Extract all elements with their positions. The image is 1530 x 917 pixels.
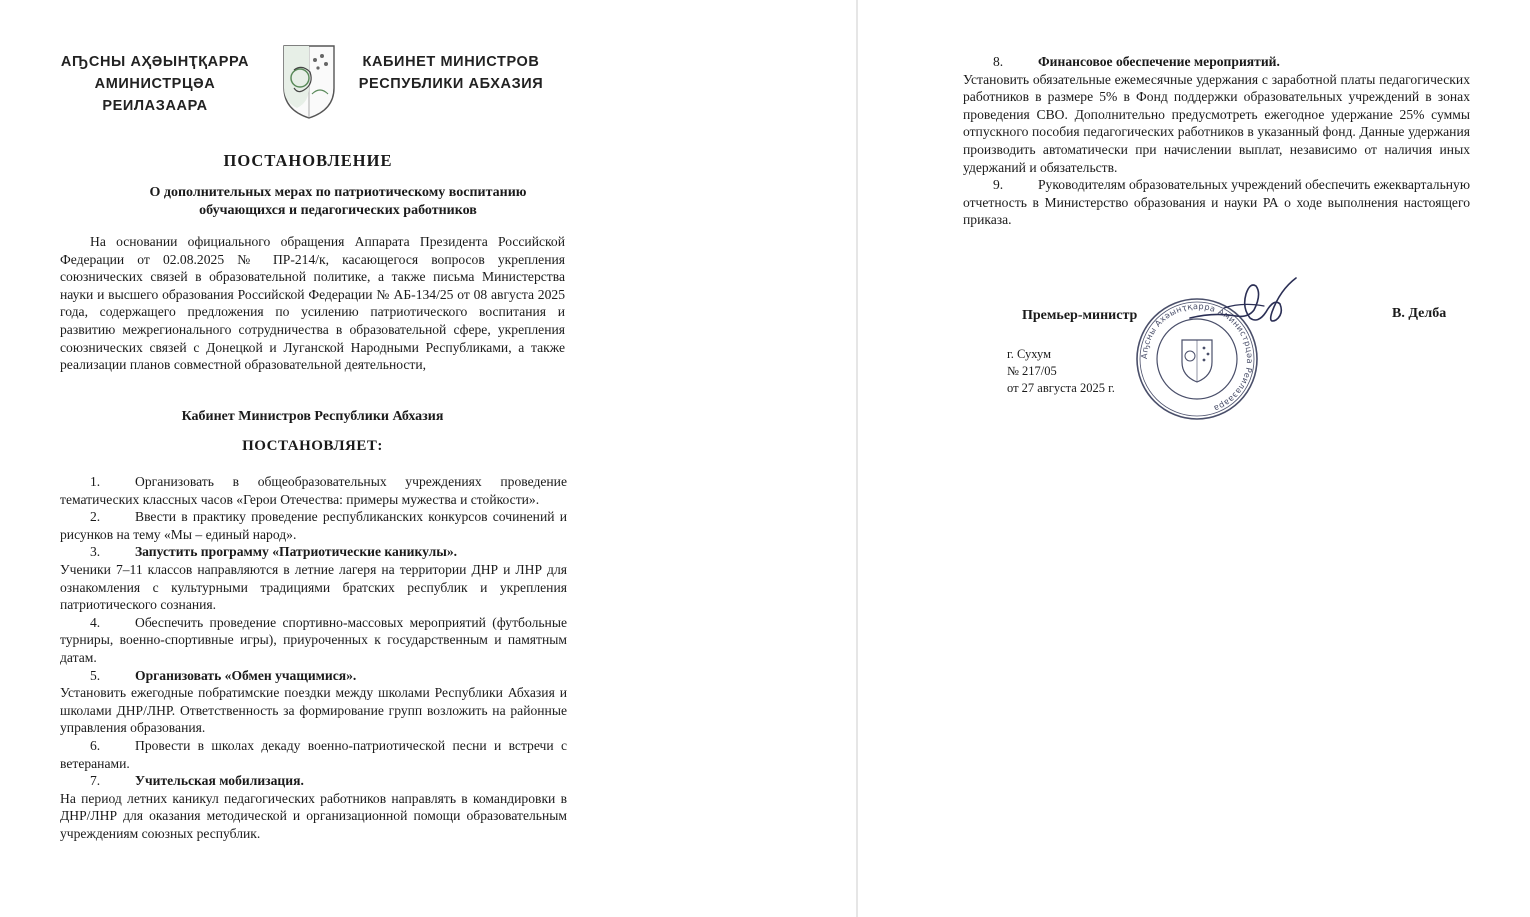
decree-item-number: 3. <box>90 544 101 560</box>
decree-item-number: 6. <box>90 737 101 753</box>
decree-items-list <box>60 473 567 842</box>
decree-item-number: 1. <box>90 474 101 489</box>
decree-item <box>60 543 567 613</box>
subject-line1: О дополнительных мерах по патриотическому воспитанию <box>149 185 527 200</box>
header-right-line1: КАБИНЕТ МИНИСТРОВ <box>362 54 540 70</box>
decree-item-number: 7. <box>90 773 101 789</box>
decree-item-line <box>963 176 1470 229</box>
decree-item-text: Ввести в практику проведение республиканских конкурсов сочинений и рисунков на тему «Мы – единый народ». <box>60 509 567 542</box>
decree-item-text: Провести в школах декаду военно-патриотической песни и встречи с ветеранами. <box>60 737 567 771</box>
decree-items-list-continued <box>963 53 1470 229</box>
decree-item-line <box>60 543 567 561</box>
decree-item-number: 5. <box>90 667 101 683</box>
decree-item <box>60 667 567 737</box>
decree-item <box>963 53 1470 176</box>
decree-item-text: Руководителям образовательных учреждений обеспечить ежеквартальную отчетность в Министерство образования и науки РА о ходе выполнения настоящего приказа. <box>963 177 1470 228</box>
decree-item-line <box>60 614 567 667</box>
decree-item-text: Организовать в общеобразовательных учреждениях проведение тематических классных часов «Герои Отечества: примеры мужества и стойкости». <box>60 474 567 507</box>
decree-item-number: 2. <box>90 509 101 525</box>
seal-text: Аҧсны Ахәынҭқарра Аминистрцәа Реилазаара <box>1138 300 1256 414</box>
issue-date: от 27 августа 2025 г. <box>1007 381 1115 395</box>
decree-item-heading: Учительская мобилизация. <box>135 773 304 789</box>
decree-item <box>60 508 567 543</box>
decree-item-text: Обеспечить проведение спортивно-массовых мероприятий (футбольные турниры, военно-спортивные игры), приуроченных к государственным и памятным датам. <box>60 614 567 665</box>
signatory-name: В. Делба <box>1392 306 1447 321</box>
decree-item <box>60 614 567 667</box>
decree-item-line <box>963 53 1470 71</box>
decree-item-line <box>60 473 567 508</box>
decree-item <box>60 473 567 508</box>
decree-item-heading: Финансовое обеспечение мероприятий. <box>1038 54 1280 69</box>
decree-item-number: 4. <box>90 614 101 630</box>
decree-item-line <box>60 737 567 772</box>
decree-item-line <box>60 508 567 543</box>
handwritten-signature-icon <box>1184 272 1314 334</box>
decree-item <box>963 176 1470 229</box>
abkhazia-emblem-icon <box>280 42 338 120</box>
header-right-block <box>354 51 548 95</box>
decree-item-body: Установить обязательные ежемесячные удержания с заработной платы педагогических работников в размере 5% в Фонд поддержки образовательных учреждений в зонах проведения СВО. Дополнительно предусмотреть ежегодное удержание 25% суммы отпускного пособия педагогических работников в указанный фонд. Данные удержания производить автоматически при начислении выплат, независимо от наличия иных удержаний и обязательств. <box>963 71 1470 175</box>
header-left-line2: АМИНИСТРЦӘА РЕИЛАЗААРА <box>94 76 216 114</box>
decree-item-heading: Запустить программу «Патриотические каникулы». <box>135 544 458 560</box>
preamble-paragraph: На основании официального обращения Аппарата Президента Российской Федерации от 02.08.2025 № ПР-214/к, касающегося вопросов укрепления союзнических связей в образовательной политике, а также письма Министерства науки и высшего образования Российской Федерации № АБ-134/25 от 08 августа 2025 года, содержащего предложения по усилению патриотического воспитания и развитию межрегионального сотрудничества в образовательной сфере, укрепления союзнических связей с Донецкой и Луганской Народными Республиками, а также реализации планов совместной образовательной деятельности, <box>60 234 565 373</box>
decree-item-number: 9. <box>993 177 1004 193</box>
cabinet-name: Кабинет Министров Республики Абхазия <box>181 409 444 424</box>
header-right-line2: РЕСПУБЛИКИ АБХАЗИЯ <box>358 76 544 92</box>
issue-city: г. Сухум <box>1007 347 1052 361</box>
header-left-line1: АҦСНЫ АҲӘЫНҬҚАРРА <box>60 54 250 70</box>
decree-item-number: 8. <box>993 54 1004 69</box>
decree-heading: ПОСТАНОВЛЯЕТ: <box>242 438 383 454</box>
document-issue-details <box>1007 346 1115 397</box>
header-left-block <box>50 51 260 117</box>
decree-item-body: Установить ежегодные побратимские поездки между школами Республики Абхазия и школами ДНР/ЛНР. Ответственность за формирование групп возложить на районные управления образования. <box>60 685 567 736</box>
decree-item-body: На период летних каникул педагогических работников направлять в командировки в ДНР/ЛНР для оказания методической и организационной помощи образовательным учреждениям союзных республик. <box>60 790 567 841</box>
subject-line2: обучающихся и педагогических работников <box>199 203 477 218</box>
decree-item-body: Ученики 7–11 классов направляются в летние лагеря на территории ДНР и ЛНР для ознакомления с культурными традициями братских республик и укрепления патриотического сознания. <box>60 561 567 613</box>
decree-item <box>60 737 567 772</box>
decree-item-line <box>60 772 567 790</box>
decree-item <box>60 772 567 842</box>
signatory-role: Премьер-министр <box>1022 308 1138 323</box>
decree-item-heading: Организовать «Обмен учащимися». <box>135 667 357 683</box>
document-title: ПОСТАНОВЛЕНИЕ <box>223 151 393 170</box>
issue-number: № 217/05 <box>1007 364 1057 378</box>
document-subject <box>60 184 616 220</box>
decree-item-line <box>60 667 567 685</box>
